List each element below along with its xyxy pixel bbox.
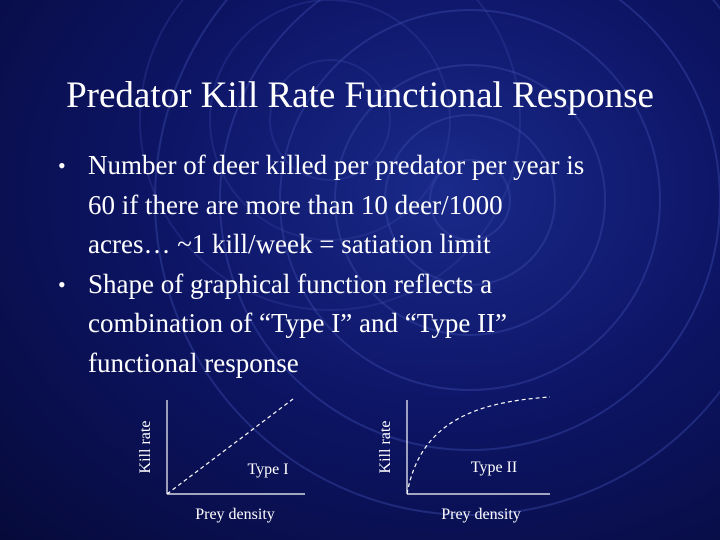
bullet-marker: •: [58, 271, 66, 297]
bullet-line: 60 if there are more than 10 deer/1000: [88, 189, 503, 220]
bullet-line: Number of deer killed per predator per year is: [88, 150, 585, 180]
bullet-item: [58, 146, 708, 265]
x-axis-label: Prey density: [195, 506, 275, 523]
type-1-curve: [167, 399, 293, 494]
y-axis-label: Kill rate: [137, 420, 154, 474]
type-1-chart: [130, 392, 320, 532]
y-axis-label: Kill rate: [377, 420, 394, 474]
bullet-line: Shape of graphical function reflects a: [88, 268, 493, 299]
x-axis-label: Prey density: [441, 506, 521, 523]
type-2-chart: [375, 392, 565, 532]
slide-title: Predator Kill Rate Functional Response: [66, 75, 654, 116]
bullet-marker: •: [58, 153, 66, 178]
bullet-item: [58, 265, 708, 384]
type-2-curve: [407, 397, 550, 494]
bullet-line: acres… ~1 kill/week = satiation limit: [88, 229, 491, 259]
curve-type-label: Type II: [470, 459, 518, 476]
bullet-list: [58, 146, 708, 383]
bullet-line: combination of “Type I” and “Type II”: [88, 308, 508, 338]
bullet-line: functional response: [88, 347, 299, 378]
curve-type-label: Type I: [247, 461, 289, 478]
